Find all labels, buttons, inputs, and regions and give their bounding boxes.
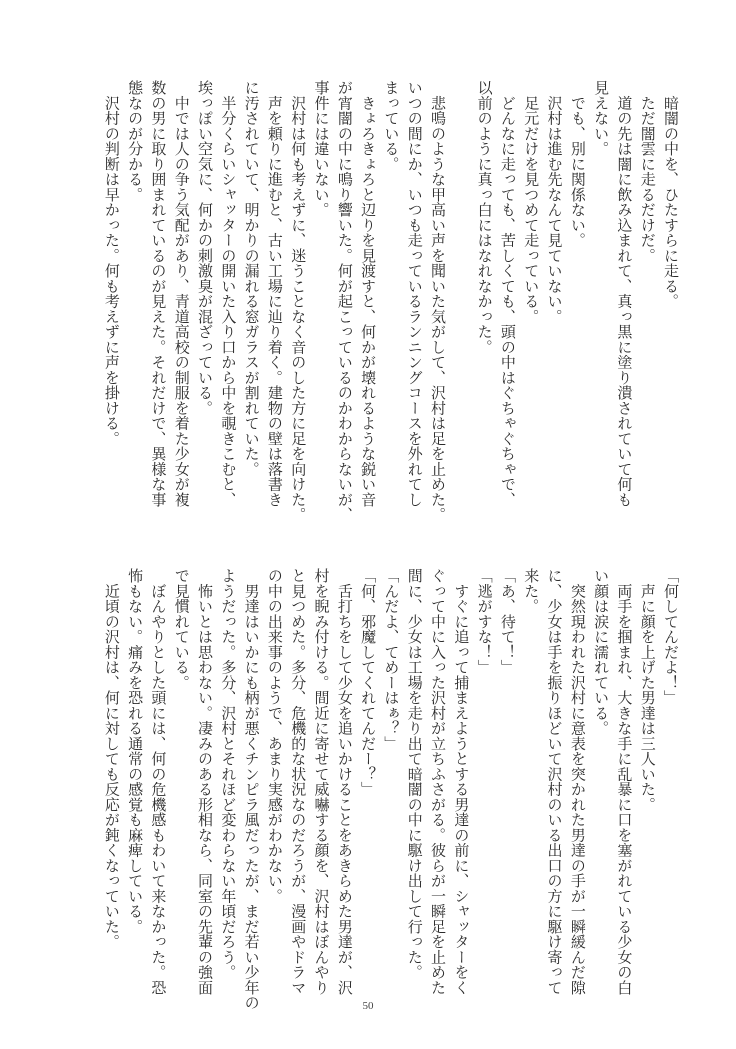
text-column: 村を睨み付ける。間近に寄せて威嚇する顔を、沢村はぼんやり xyxy=(312,568,331,995)
text-column: 「何、邪魔してくれてんだー？」 xyxy=(359,568,378,797)
text-column: 「んだよ、てめーはぁ？」 xyxy=(382,568,401,751)
text-column: 中では人の争う気配があり、青道高校の制服を着た少女が複 xyxy=(172,80,191,507)
text-column: 沢村の判断は早かった。何も考えずに声を掛ける。 xyxy=(102,80,121,446)
text-column: 半分くらいシャッターの開いた入り口から中を覗きこむと、 xyxy=(219,80,238,507)
text-column: 見えない。 xyxy=(592,80,611,157)
bottom-text-block xyxy=(78,568,680,1011)
text-column: で見慣れている。 xyxy=(172,568,191,690)
text-column: 以前のように真っ白にはなれなかった。 xyxy=(475,80,494,355)
text-column: 事件には違いない。 xyxy=(312,80,331,218)
text-column: 態なのが分かる。 xyxy=(126,80,145,202)
text-column: い顔は涙に濡れている。 xyxy=(592,568,611,736)
text-column: でも、別に関係ない。 xyxy=(568,80,587,248)
text-column: 両手を掴まれ、大きな手に乱暴に口を塞がれている少女の白 xyxy=(615,568,634,995)
text-column: 声を頼りに進むと、古い工場に辿り着く。建物の壁は落書き xyxy=(265,80,284,507)
text-column: 悲鳴のような甲高い声を聞いた気がして、沢村は足を止めた。 xyxy=(429,80,447,523)
text-column: いつの間にか、いつも走っているランニングコースを外れてし xyxy=(405,80,424,507)
text-column: 「あ、待て！」 xyxy=(498,568,517,675)
text-column: が宵闇の中に鳴り響いた。何が起こっているのかわからないが、 xyxy=(335,80,354,523)
text-column: 近頃の沢村は、何に対しても反応が鈍くなっていた。 xyxy=(102,568,121,950)
text-column: の中の出来事のようで、あまり実感がわかない。 xyxy=(265,568,284,904)
text-column: に汚されていて、明かりの漏れる窓ガラスが割れていた。 xyxy=(242,80,261,477)
text-column: 道の先は闇に飲み込まれて、真っ黒に塗り潰されていて何も xyxy=(615,80,634,507)
text-column: 突然現われた沢村に意表を突かれた男達の手が一瞬緩んだ隙 xyxy=(568,568,587,995)
text-column: 暗闇の中を、ひたすらに走る。 xyxy=(662,80,680,309)
text-column: 間に、少女は工場を走り出て暗闇の中に駆け出して行った。 xyxy=(405,568,424,980)
text-column: きょろきょろと辺りを見渡すと、何かが壊れるような鋭い音 xyxy=(359,80,378,507)
text-column: すぐに追って捕まえようとする男達の前に、シャッターをく xyxy=(452,568,471,995)
text-column: に、少女は手を振りほどいて沢村のいる出口の方に駆け寄って xyxy=(545,568,564,995)
page-number: 50 xyxy=(362,1000,374,1012)
text-column: どんなに走っても、苦しくても、頭の中はぐちゃぐちゃで、 xyxy=(498,80,517,507)
text-column: 沢村は進む先なんて見ていない。 xyxy=(545,80,564,324)
text-column: ただ闇雲に走るだけだ。 xyxy=(638,80,657,263)
text-column: 来た。 xyxy=(522,568,541,614)
text-column: ようだった。多分、沢村とそれほど変わらない年頃だろう。 xyxy=(219,568,238,980)
text-column: ぐって中に入った沢村が立ちふさがる。彼らが一瞬足を止めた xyxy=(429,568,447,995)
text-column: 男達はいかにも柄が悪くチンピラ風だったが、まだ若い少年の xyxy=(242,568,261,1011)
text-column: 舌打ちをして少女を追いかけることをあきらめた男達が、沢 xyxy=(335,568,354,995)
text-column: 足元だけを見つめて走っている。 xyxy=(522,80,541,324)
text-column: 数の男に取り囲まれているのが見えた。それだけで、異様な事 xyxy=(149,80,168,507)
top-text-block xyxy=(78,80,680,523)
text-column: 声に顔を上げた男達は三人いた。 xyxy=(638,568,657,812)
text-column: ぼんやりとした頭には、何の危機感もわいて来なかった。恐 xyxy=(149,568,168,995)
text-column: 沢村は何も考えずに、迷うことなく音のした方に足を向けた。 xyxy=(289,80,308,523)
text-column: 「何してんだよ！」 xyxy=(662,568,680,706)
text-column: まっている。 xyxy=(382,80,401,172)
text-column: 「逃がすな！」 xyxy=(475,568,494,675)
text-column: 怖いとは思わない。凄みのある形相なら、同室の先輩の強面 xyxy=(196,568,214,995)
text-column: 埃っぽい空気に、何かの刺激臭が混ざっている。 xyxy=(196,80,214,416)
text-column: 怖もない。痛みを恐れる通常の感覚も麻痺している。 xyxy=(126,568,145,934)
text-column: と見つめた。多分、危機的な状況なのだろうが、漫画やドラマ xyxy=(289,568,308,995)
